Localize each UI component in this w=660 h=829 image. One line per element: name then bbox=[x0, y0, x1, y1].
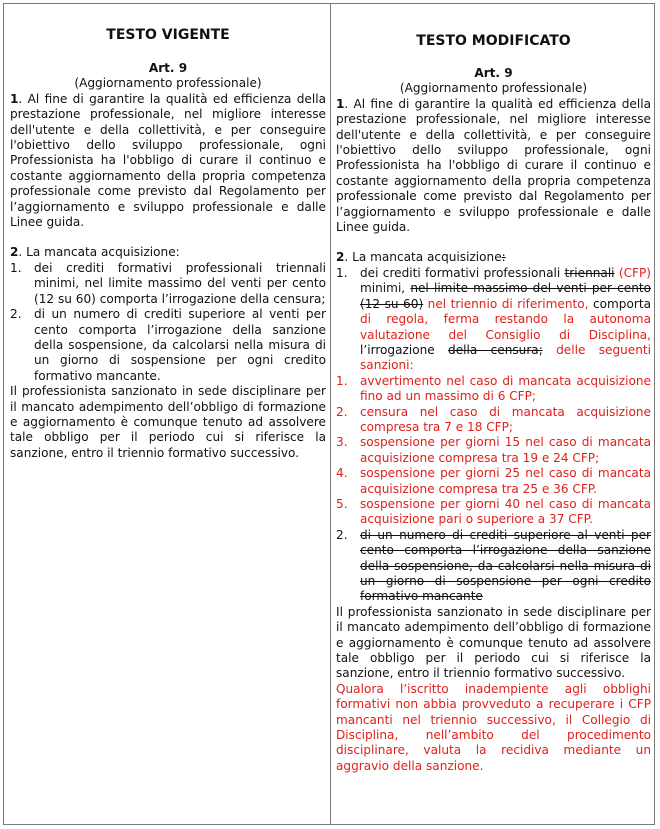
list-item-number: 2. bbox=[10, 307, 22, 322]
column-divider bbox=[330, 3, 331, 825]
sanction-item bbox=[336, 497, 651, 528]
deleted-text: nel limite massimo del venti per cento (12 su 60) bbox=[360, 281, 652, 311]
paragraph-number: 1 bbox=[336, 96, 345, 111]
sanction-item bbox=[336, 405, 651, 436]
added-text: di regola, ferma restando la autonoma valutazione del Consiglio di Disciplina, bbox=[360, 312, 651, 342]
list-item bbox=[336, 528, 651, 605]
paragraph-text: . Al fine di garantire la qualità ed efficienza della prestazione professionale, nel migliore interesse dell'utente e della collettività, e per conseguire l'obiettivo dello sviluppo professionale, ogni Professionista ha l'obbligo di curare il continuo e costante aggiornamento della propria competenza professionale come previsto dal Regolamento per l’aggiornamento e sviluppo professionale e dalle Linee guida. bbox=[336, 96, 651, 235]
text-segment: dei crediti formativi professionali bbox=[360, 265, 565, 280]
article-subtitle: (Aggiornamento professionale) bbox=[74, 76, 262, 91]
added-text: nel triennio di riferimento, bbox=[423, 296, 589, 311]
column-testo-vigente bbox=[10, 0, 326, 461]
paragraph-text: . Al fine di garantire la qualità ed efficienza della prestazione professionale, nel migliore interesse dell'utente e della collettività, e per conseguire l'obiettivo dello sviluppo professionale, ogni Professionista ha l'obbligo di curare il continuo e costante aggiornamento della propria competenza professionale come previsto dal Regolamento per l’aggiornamento e sviluppo professionale e dalle Linee guida. bbox=[10, 91, 326, 230]
article-number: Art. 9 bbox=[474, 66, 513, 80]
list-item-number: 1. bbox=[336, 373, 348, 388]
added-text: (CFP) bbox=[614, 265, 651, 280]
text-segment: comporta bbox=[588, 296, 652, 311]
paragraph-text: . La mancata acquisizione bbox=[344, 250, 502, 265]
text-segment: minimi, bbox=[360, 281, 411, 296]
list-item-text: di un numero di crediti superiore al venti per cento comporta l’irrogazione della sanzione della sospensione, da calcolarsi nella misura di un giorno di sospensione per ogni credito formativo mancante. bbox=[34, 307, 326, 383]
list-item-text: dei crediti formativi professionali triennali minimi, nel limite massimo del venti per cento (12 su 60) comporta l’irrogazione della censura; bbox=[34, 260, 326, 306]
paragraph-3: Il professionista sanzionato in sede disciplinare per il mancato adempimento dell’obbligo di formazione e aggiornamento è comunque tenuto ad assolvere tale obbligo per il periodo cui si riferisce la sanzione, entro il triennio formativo successivo. bbox=[336, 604, 651, 681]
column-heading: TESTO MODIFICATO bbox=[416, 33, 571, 49]
article-number: Art. 9 bbox=[148, 61, 188, 75]
list-item-number: 1. bbox=[336, 265, 348, 280]
list-item-number: 2. bbox=[336, 527, 348, 542]
paragraph-number: 2 bbox=[336, 250, 345, 265]
sanction-item bbox=[336, 435, 651, 466]
text-segment: l’irrogazione bbox=[360, 342, 449, 357]
paragraph-4-added: Qualora l’iscritto inadempiente agli obblighi formativi non abbia provveduto a recuperare i CFP mancanti nel triennio successivo, il Collegio di Disciplina, nell’ambito del procedimento disciplinare, valuta la recidiva mediante un aggravio della sanzione. bbox=[336, 681, 651, 773]
paragraph-2 bbox=[336, 250, 651, 265]
sanction-item bbox=[336, 374, 651, 405]
list-item bbox=[10, 307, 326, 384]
list-item bbox=[10, 261, 326, 307]
paragraph-3: Il professionista sanzionato in sede disciplinare per il mancato adempimento dell’obbligo di formazione e aggiornamento è comunque tenuto ad assolvere tale obbligo per il periodo cui si riferisce la sanzione, entro il triennio formativo successivo. bbox=[10, 384, 326, 460]
deleted-text: : bbox=[501, 250, 506, 265]
added-text: delle seguenti sanzioni: bbox=[360, 342, 651, 373]
list-item bbox=[336, 266, 651, 374]
deleted-text: triennali bbox=[564, 265, 615, 280]
list-item-number: 4. bbox=[336, 466, 348, 481]
column-heading: TESTO VIGENTE bbox=[106, 27, 230, 43]
paragraph-1 bbox=[336, 97, 651, 236]
column-testo-modificato bbox=[336, 0, 651, 774]
paragraph-number: 2 bbox=[10, 245, 19, 260]
list-item-number: 5. bbox=[336, 496, 348, 511]
list-item-text: avvertimento nel caso di mancata acquisizione fino ad un massimo di 6 CFP; bbox=[360, 373, 651, 404]
list-item-text: sospensione per giorni 40 nel caso di mancata acquisizione pari o superiore a 37 CFP. bbox=[360, 496, 651, 527]
list-item-text: sospensione per giorni 25 nel caso di mancata acquisizione compresa tra 25 e 36 CFP. bbox=[360, 466, 651, 496]
paragraph-number: 1 bbox=[10, 91, 19, 106]
article-subtitle: (Aggiornamento professionale) bbox=[399, 81, 588, 96]
list-item-number: 1. bbox=[10, 260, 22, 275]
deleted-text: di un numero di crediti superiore al venti per cento comporta l’irrogazione della sanzione della sospensione, da calcolarsi nella misura di un giorno di sospensione per ogni credito formativo mancante bbox=[360, 527, 651, 604]
list-item-text: sospensione per giorni 15 nel caso di mancata acquisizione compresa tra 19 e 24 CFP; bbox=[360, 435, 651, 465]
list-item-number: 3. bbox=[336, 435, 348, 450]
paragraph-text: . La mancata acquisizione: bbox=[18, 245, 180, 260]
paragraph-1 bbox=[10, 92, 326, 231]
sanction-item bbox=[336, 466, 651, 497]
list-item-text bbox=[360, 266, 651, 374]
list-item-number: 2. bbox=[336, 404, 348, 419]
paragraph-2 bbox=[10, 245, 326, 260]
deleted-text: della censura; bbox=[448, 342, 543, 357]
list-item-text: censura nel caso di mancata acquisizione compresa tra 7 e 18 CFP; bbox=[360, 404, 651, 434]
